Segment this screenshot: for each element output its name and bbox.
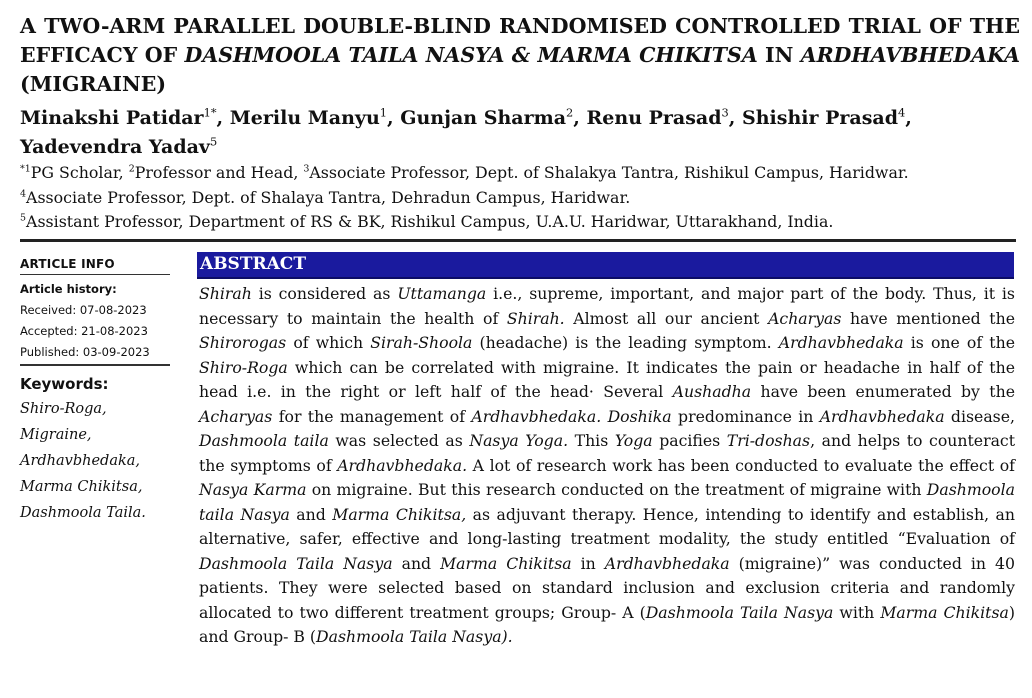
- abstract-text-run: is one of the: [903, 333, 1015, 352]
- affil-text: Professor and Head,: [134, 163, 304, 182]
- author-name: Gunjan Sharma: [400, 107, 567, 129]
- abstract-text-run: have been enumerated by the: [751, 382, 1015, 401]
- abstract-text-run: with: [833, 602, 881, 622]
- author: [20, 107, 230, 129]
- abstract-heading: ABSTRACT: [200, 254, 306, 274]
- author: [587, 107, 743, 129]
- affil-mark: 3: [303, 163, 310, 175]
- abstract-text-run: of which: [286, 333, 371, 352]
- abstract-text-run: in: [571, 553, 605, 573]
- author: [742, 107, 912, 129]
- abstract-text-run: pacifies: [652, 431, 727, 450]
- affiliation-line: [20, 210, 1020, 235]
- author-affil-mark: 4: [898, 105, 906, 120]
- abstract-italic-term: Dashmoola Taila Nasya: [645, 602, 834, 622]
- abstract-italic-term: Ardhavbhedaka.: [471, 406, 602, 426]
- keyword: Ardhavbhedaka,: [20, 453, 141, 469]
- article-history-label: Article history:: [20, 282, 117, 296]
- abstract-text-run: and: [392, 553, 441, 573]
- abstract-text-run: predominance in: [671, 406, 820, 426]
- abstract-header-bar: [197, 252, 1014, 279]
- abstract-italic-term: Nasya Karma: [199, 480, 307, 499]
- abstract-italic-term: Dashmoola taila Nasya: [199, 480, 1015, 524]
- author-name: Renu Prasad: [586, 107, 722, 129]
- abstract-italic-term: Dashmoola taila: [199, 431, 329, 450]
- author-affil-mark: 1: [379, 105, 388, 120]
- header-divider: [20, 239, 1016, 242]
- paper-title: [20, 12, 1020, 99]
- affil-text: PG Scholar,: [30, 163, 129, 182]
- abstract-italic-term: Aushadha: [672, 382, 752, 401]
- keyword: Shiro-Roga,: [20, 401, 107, 417]
- title-part-italic: DASHMOOLA TAILA NASYA & MARMA CHIKITSA: [184, 43, 758, 67]
- affil-mark: 2: [128, 163, 135, 175]
- abstract-text-run: as adjuvant therapy. Hence, intending to identify and establish, an alternative, safer, effective and long-lasting treatment modality, the study entitled “Evaluation of: [199, 504, 1015, 548]
- affil-mark: 5: [20, 212, 27, 224]
- author-affil-mark: 2: [566, 105, 574, 120]
- abstract-text-run: disease,: [944, 406, 1015, 426]
- abstract-italic-term: Dashmoola Taila Nasya).: [316, 627, 513, 646]
- abstract-text-run: A lot of research work has been conducted to evaluate the effect of: [467, 455, 1015, 475]
- abstract-italic-term: Shirah.: [506, 308, 565, 328]
- keyword: Dashmoola Taila.: [20, 505, 146, 521]
- abstract-text-run: Almost all our ancient: [564, 308, 769, 328]
- abstract-italic-term: Shirorogas: [199, 333, 287, 352]
- abstract-italic-term: Ardhavbhedaka: [819, 406, 945, 426]
- affiliations: [20, 161, 1020, 235]
- author-affil-mark: 1*: [203, 105, 217, 120]
- received-date: Received: 07-08-2023: [20, 303, 147, 317]
- abstract-italic-term: Uttamanga: [397, 284, 487, 303]
- abstract-text-run: (headache) is the leading symptom.: [472, 333, 779, 352]
- title-part: (MIGRAINE): [20, 72, 167, 96]
- author-list: [20, 104, 1020, 162]
- author-name: Minakshi Patidar: [20, 107, 204, 129]
- title-part-italic: ARDHAVBHEDAKA: [800, 43, 1021, 67]
- abstract-italic-term: Doshika: [607, 406, 672, 426]
- abstract-italic-term: Nasya Yoga.: [469, 431, 569, 450]
- title-part: A TWO-ARM PARALLEL DOUBLE-BLIND RANDOMISED CONTROLLED TRIAL OF THE EFFICACY OF: [20, 14, 1020, 67]
- author: [400, 107, 586, 129]
- author-sep: ,: [387, 107, 401, 129]
- author-name: Yadevendra Yadav: [20, 136, 210, 158]
- abstract-italic-term: Acharyas: [199, 406, 273, 426]
- abstract-text: [199, 282, 1015, 650]
- affil-text: Associate Professor, Dept. of Shalaya Tantra, Dehradun Campus, Haridwar.: [26, 187, 631, 207]
- affil-text: Associate Professor, Dept. of Shalakya Tantra, Rishikul Campus, Haridwar.: [309, 163, 909, 182]
- abstract-text-run: on migraine. But this research conducted on the treatment of migraine with: [306, 480, 927, 499]
- abstract-text-run: This: [568, 431, 615, 450]
- author-affil-mark: 5: [209, 134, 218, 149]
- abstract-italic-term: Shiro-Roga: [199, 357, 288, 377]
- author-sep: ,: [573, 107, 587, 129]
- keyword: Migraine,: [20, 427, 92, 443]
- abstract-italic-term: Dashmoola Taila Nasya: [199, 553, 393, 573]
- keywords-label: Keywords:: [20, 375, 109, 393]
- abstract-italic-term: Marma Chikitsa: [440, 553, 572, 573]
- affiliation-line: [20, 186, 1020, 211]
- author: [20, 136, 217, 158]
- author-name: Shishir Prasad: [742, 107, 899, 129]
- accepted-date: Accepted: 21-08-2023: [20, 324, 148, 338]
- affil-text: Assistant Professor, Department of RS & BK, Rishikul Campus, U.A.U. Haridwar, Uttarakhand, India.: [26, 212, 834, 231]
- abstract-italic-term: Yoga: [614, 431, 653, 450]
- author: [230, 107, 401, 129]
- abstract-text-run: , and helps to counteract the symptoms of: [199, 431, 1016, 475]
- abstract-text-run: and: [289, 504, 333, 524]
- author-sep: ,: [216, 107, 230, 129]
- author-affil-mark: 3: [721, 105, 729, 120]
- abstract-text-run: which can be correlated with migraine. It indicates the pain or headache in half of the head i.e. in the right or left half of the head· Several: [199, 357, 1015, 401]
- affil-mark: 4: [20, 188, 27, 200]
- author-sep: ,: [905, 107, 912, 129]
- article-info-sidebar: [20, 257, 170, 526]
- affil-mark: *1: [20, 163, 31, 175]
- abstract-text-run: (migraine)” was conducted in 40 patients. They were selected based on standard inclusion and exclusion criteria and randomly allocated to two different treatment groups; Group- A (: [199, 553, 1015, 622]
- abstract-italic-term: Ardhavbhedaka: [778, 333, 904, 352]
- abstract-italic-term: Tri-doshas: [726, 431, 811, 450]
- author-sep: ,: [728, 107, 743, 129]
- abstract-italic-term: Ardhavbhedaka.: [337, 455, 468, 475]
- abstract-text-run: for the management of: [272, 406, 472, 426]
- abstract-italic-term: Ardhavbhedaka: [604, 553, 730, 573]
- abstract-text-run: was selected as: [328, 431, 470, 450]
- title-part: IN: [757, 43, 801, 67]
- abstract-text-run: is considered as: [251, 284, 398, 303]
- keyword: Marma Chikitsa,: [20, 479, 143, 495]
- abstract-italic-term: Marma Chikitsa,: [332, 504, 467, 524]
- abstract-text-run: ) and Group- B (: [199, 602, 1016, 646]
- abstract-italic-term: Shirah: [199, 284, 252, 303]
- abstract-italic-term: Marma Chikitsa: [880, 602, 1009, 622]
- abstract-text-run: i.e., supreme, important, and major part of the body. Thus, it is necessary to maintain the health of: [199, 284, 1015, 328]
- article-info-heading: ARTICLE INFO: [20, 257, 170, 275]
- author-name: Merilu Manyu: [229, 107, 380, 129]
- abstract-text-run: have mentioned the: [841, 308, 1015, 328]
- abstract-italic-term: Acharyas: [768, 308, 842, 328]
- abstract-italic-term: Sirah-Shoola: [370, 333, 473, 352]
- affiliation-line: [20, 161, 1020, 186]
- published-date: Published: 03-09-2023: [20, 342, 170, 366]
